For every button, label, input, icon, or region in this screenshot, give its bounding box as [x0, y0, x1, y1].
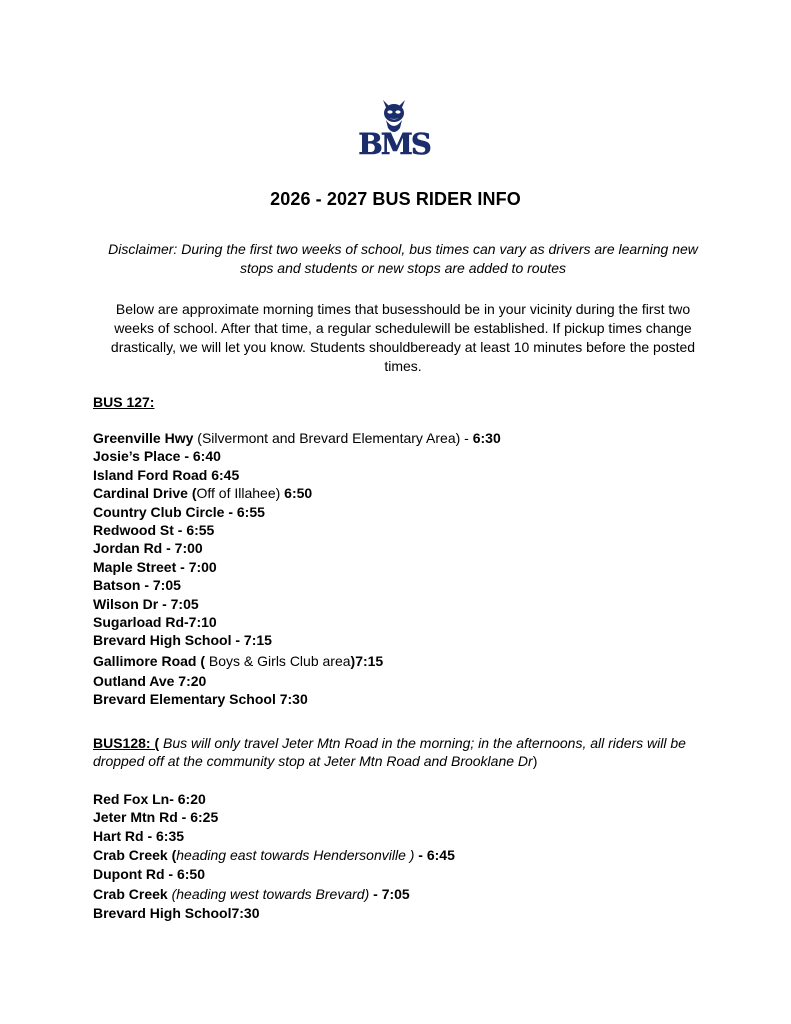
stop-time: - 6:45 [414, 847, 455, 864]
stop-item [93, 672, 723, 690]
stop-name: Jordan Rd - 7:00 [93, 540, 203, 557]
stop-note: (Silvermont and Brevard Elementary Area) - [193, 430, 473, 446]
stop-name: Island Ford Road 6:45 [93, 466, 240, 483]
stop-item [93, 521, 723, 539]
bus-128-header [93, 734, 723, 770]
stop-item [93, 595, 723, 613]
bus-127-heading: BUS 127: [93, 394, 155, 410]
stop-name: Country Club Circle - 6:55 [93, 503, 265, 520]
stop-name: Greenville Hwy [93, 430, 194, 446]
logo-text: BMS [358, 127, 430, 161]
stop-name: Josie’s Place - 6:40 [93, 448, 221, 465]
school-logo [353, 98, 435, 164]
stop-time: 6:30 [472, 430, 501, 446]
stop-name: Brevard High School7:30 [93, 904, 260, 921]
bus-127-section [93, 394, 723, 708]
stop-note: Off of Illahee) [196, 485, 285, 502]
stop-name: Outland Ave 7:20 [93, 672, 207, 689]
stop-item [93, 539, 723, 557]
stop-name: Hart Rd - 6:35 [93, 827, 185, 844]
page-title: 2026 - 2027 BUS RIDER INFO [270, 189, 521, 209]
bus-127-stop-list [93, 429, 723, 708]
stop-name: Wilson Dr - 7:05 [93, 595, 199, 612]
stop-time: )7:15 [350, 652, 384, 669]
stop-item [93, 613, 723, 631]
stop-item [93, 447, 723, 465]
stop-name: Dupont Rd - 6:50 [93, 866, 205, 883]
stop-item [93, 503, 723, 521]
stop-item [93, 576, 723, 594]
stop-name: Gallimore Road ( [93, 652, 206, 669]
bus-128-note-close: ) [532, 753, 538, 769]
stop-item [93, 845, 723, 865]
stop-name: Maple Street - 7:00 [93, 558, 217, 575]
stop-item [93, 827, 723, 845]
intro-paragraph: Below are approximate morning times that busesshould be in your vicinity during the first two weeks of school. After that time, a regular schedulewill be established. If pickup times change drastically, we will let you know. Students shouldbeready at least 10 minutes before the posted times. [110, 301, 696, 374]
stop-item [93, 429, 723, 447]
stop-name: Batson - 7:05 [93, 577, 181, 594]
stop-note: (heading west towards Brevard) [167, 885, 370, 902]
disclaimer-text: Disclaimer: During the first two weeks of school, bus times can vary as drivers are learning new stops and students or new stops are added to routes [108, 241, 698, 276]
stop-item [93, 884, 723, 904]
stop-item [93, 865, 723, 883]
stop-name: Red Fox Ln- 6:20 [93, 791, 206, 807]
stop-item [93, 904, 723, 922]
stop-item [93, 558, 723, 576]
stop-item [93, 466, 723, 484]
stop-name: Brevard Elementary School 7:30 [93, 691, 308, 708]
stop-item [93, 631, 723, 649]
stop-item [93, 790, 723, 808]
bus-128-heading: BUS128: ( [93, 735, 160, 751]
stop-item [93, 484, 723, 502]
stop-name: Jeter Mtn Rd - 6:25 [93, 809, 219, 826]
stop-name: Cardinal Drive ( [93, 485, 197, 502]
stop-name: Redwood St - 6:55 [93, 521, 215, 538]
stop-item [93, 690, 723, 708]
stop-name: Crab Creek ( [93, 847, 177, 864]
bus-128-stop-list [93, 790, 723, 922]
stop-item [93, 808, 723, 826]
stop-item [93, 650, 723, 672]
stop-time: 6:50 [284, 485, 313, 502]
stop-note: Boys & Girls Club area [205, 652, 351, 669]
stop-name: Crab Creek [93, 885, 168, 902]
bus-128-section [93, 734, 723, 922]
bus-128-note: Bus will only travel Jeter Mtn Road in the morning; in the afternoons, all riders will be dropped off at the community stop at Jeter Mtn Road and Brooklane Dr [93, 735, 686, 769]
stop-time: - 7:05 [369, 885, 410, 902]
stop-name: Brevard High School - 7:15 [93, 632, 272, 649]
stop-name: Sugarload Rd-7:10 [93, 613, 217, 630]
stop-note: heading east towards Hendersonville ) [176, 847, 415, 864]
